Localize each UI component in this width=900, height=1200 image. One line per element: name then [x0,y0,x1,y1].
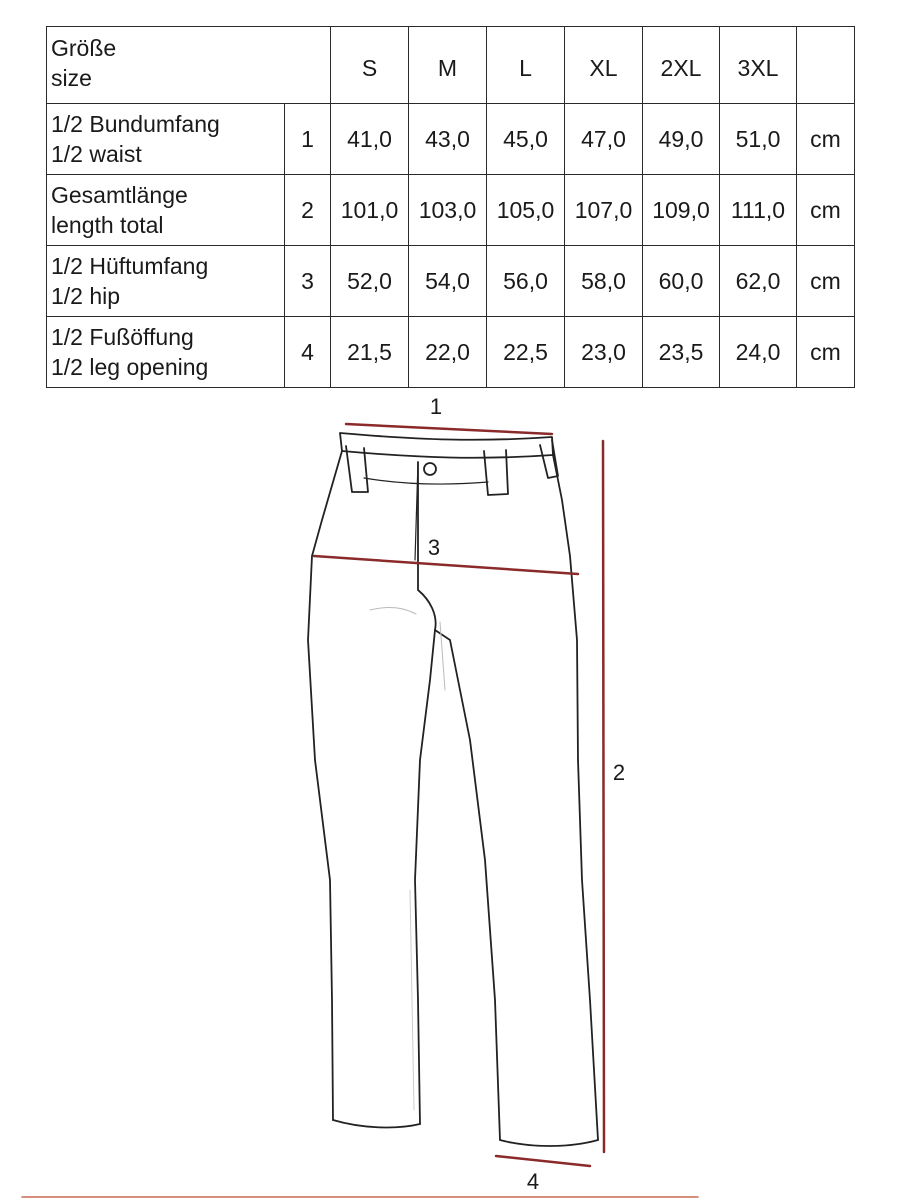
value-cell: 109,0 [643,175,720,246]
unit-cell: cm [797,175,855,246]
size-header-3xl: 3XL [720,27,797,104]
waist-marker-label: 1 [429,394,443,419]
measurement-markers [22,424,698,1197]
size-label-de: Größe [51,35,117,61]
header-row [47,27,855,104]
value-cell: 105,0 [487,175,565,246]
value-cell: 24,0 [720,317,797,388]
size-header-s: S [331,27,409,104]
row-number: 1 [285,104,331,175]
row-label-en: 1/2 hip [51,283,121,309]
pants-outline [308,433,598,1146]
table-row-waist [47,104,855,175]
size-label-cell [47,27,331,104]
value-cell: 58,0 [565,246,643,317]
row-label-de: 1/2 Bundumfang [51,111,220,137]
row-number: 4 [285,317,331,388]
table-row-hip [47,246,855,317]
row-label-en: 1/2 leg opening [51,354,209,380]
leg-opening-marker-line [496,1156,590,1166]
row-label-length [47,175,285,246]
row-label-hip [47,246,285,317]
hip-marker-line [314,556,578,574]
value-cell: 22,5 [487,317,565,388]
row-number: 3 [285,246,331,317]
value-cell: 41,0 [331,104,409,175]
value-cell: 43,0 [409,104,487,175]
value-cell: 47,0 [565,104,643,175]
value-cell: 103,0 [409,175,487,246]
size-header-2xl: 2XL [643,27,720,104]
value-cell: 22,0 [409,317,487,388]
value-cell: 23,5 [643,317,720,388]
row-label-leg-opening [47,317,285,388]
waist-marker-line [346,424,552,434]
row-label-de: 1/2 Hüftumfang [51,253,209,279]
table-row-leg-opening [47,317,855,388]
table-row-length [47,175,855,246]
value-cell: 60,0 [643,246,720,317]
value-cell: 56,0 [487,246,565,317]
pants-measurement-diagram [0,386,900,1200]
value-cell: 23,0 [565,317,643,388]
value-cell: 49,0 [643,104,720,175]
value-cell: 107,0 [565,175,643,246]
row-label-en: length total [51,212,164,238]
value-cell: 21,5 [331,317,409,388]
value-cell: 54,0 [409,246,487,317]
row-label-de: Gesamtlänge [51,182,188,208]
unit-header-empty [797,27,855,104]
row-label-en: 1/2 waist [51,141,142,167]
unit-cell: cm [797,317,855,388]
leg-opening-marker-label: 4 [526,1169,540,1194]
row-number: 2 [285,175,331,246]
size-chart-table [46,26,855,388]
value-cell: 52,0 [331,246,409,317]
size-header-m: M [409,27,487,104]
length-marker-label: 2 [612,760,626,785]
size-label-en: size [51,65,92,91]
unit-cell: cm [797,104,855,175]
value-cell: 62,0 [720,246,797,317]
value-cell: 45,0 [487,104,565,175]
size-header-l: L [487,27,565,104]
value-cell: 111,0 [720,175,797,246]
hip-marker-label: 3 [427,535,441,560]
row-label-de: 1/2 Fußöffung [51,324,194,350]
row-label-waist [47,104,285,175]
value-cell: 101,0 [331,175,409,246]
unit-cell: cm [797,246,855,317]
size-header-xl: XL [565,27,643,104]
length-marker-line [603,441,604,1152]
value-cell: 51,0 [720,104,797,175]
